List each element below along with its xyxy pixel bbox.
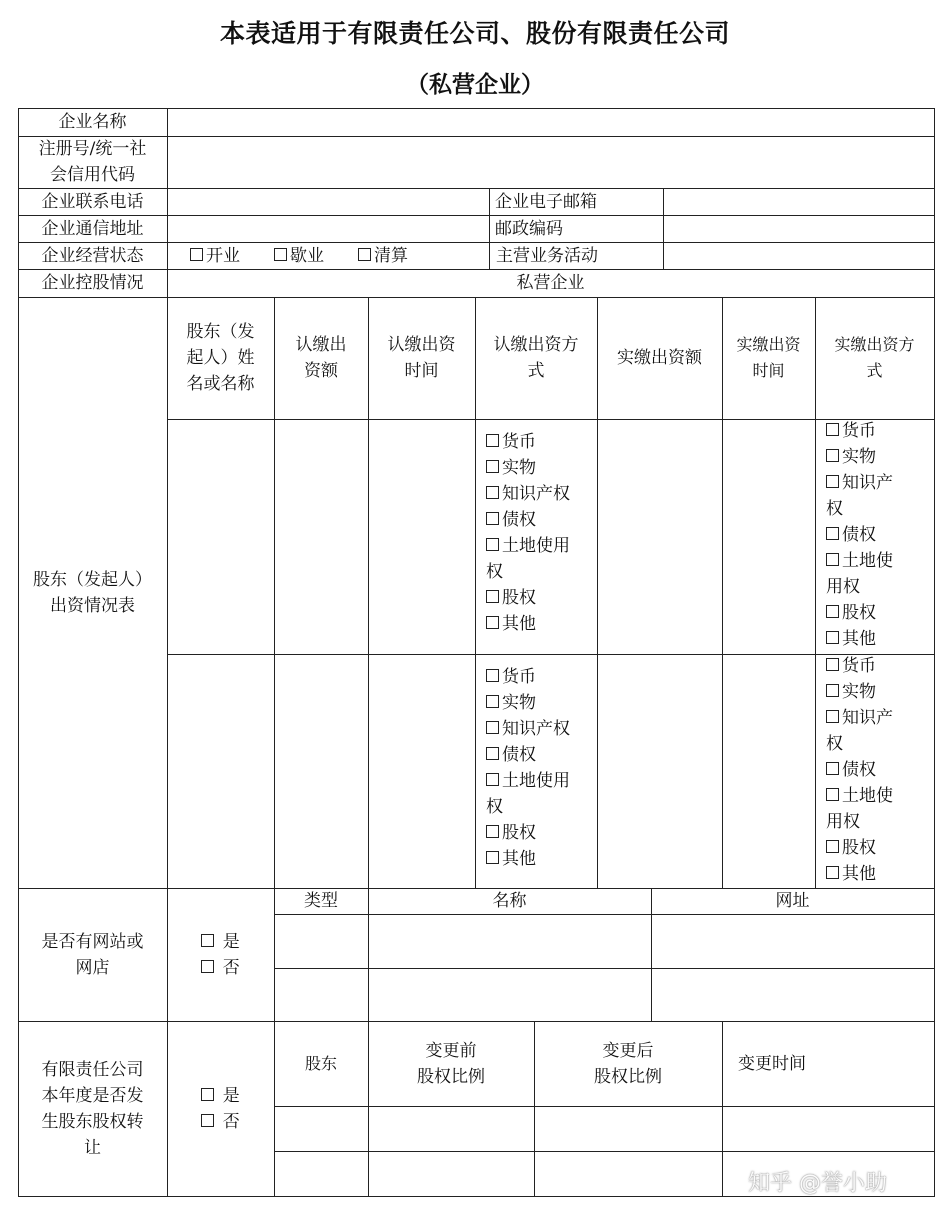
transfer-1-after-field[interactable] (535, 1107, 722, 1151)
checkbox-icon (486, 512, 499, 525)
transfer-2-after-field[interactable] (535, 1152, 722, 1196)
checkbox-icon (826, 710, 839, 723)
header-paid-amount: 实缴出资额 (617, 348, 702, 368)
checkbox-icon (826, 762, 839, 775)
website-header-name: 名称 (492, 891, 527, 911)
option-equity[interactable]: 股权 (826, 835, 936, 861)
registration-form-table (18, 108, 935, 1198)
phone-label: 企业联系电话 (41, 191, 144, 212)
option-land-use[interactable]: 土地使用 (486, 768, 596, 794)
status-option-open[interactable]: 开业 (190, 243, 240, 269)
website-1-type-field[interactable] (275, 915, 368, 968)
option-equity[interactable]: 股权 (826, 600, 936, 626)
shareholder-section-label (18, 297, 167, 888)
holding-label: 企业控股情况 (41, 273, 144, 293)
checkbox-icon (486, 590, 499, 603)
option-ip-cont: 权 (826, 499, 843, 519)
option-other[interactable]: 其他 (486, 611, 596, 637)
header-subscribed-method: 认缴出资方 式 (493, 335, 579, 381)
option-currency[interactable]: 货币 (826, 653, 936, 679)
option-land-use-cont: 用权 (826, 577, 860, 597)
checkbox-icon (486, 669, 499, 682)
shareholder-2-name-field[interactable] (168, 655, 274, 888)
shareholder-1-sub-amount-field[interactable] (275, 420, 368, 654)
checkbox-icon (486, 825, 499, 838)
shareholder-1-paid-time-field[interactable] (723, 420, 815, 654)
website-options (167, 888, 274, 1021)
checkbox-icon (826, 684, 839, 697)
shareholder-2-sub-time-field[interactable] (369, 655, 475, 888)
transfer-header-before: 变更前 股权比例 (417, 1040, 485, 1087)
option-goods[interactable]: 实物 (826, 444, 936, 470)
website-label: 是否有网站或 网店 (41, 931, 144, 978)
option-equity[interactable]: 股权 (486, 820, 596, 846)
website-header-type: 类型 (304, 891, 338, 911)
option-goods[interactable]: 实物 (486, 690, 596, 716)
checkbox-icon (201, 1088, 214, 1101)
website-1-name-field[interactable] (369, 915, 651, 968)
checkbox-icon (486, 460, 499, 473)
checkbox-icon (486, 747, 499, 760)
option-currency[interactable]: 货币 (486, 429, 596, 455)
status-label: 企业经营状态 (41, 245, 144, 266)
option-other[interactable]: 其他 (486, 846, 596, 872)
shareholder-1-paid-method-options (816, 418, 936, 652)
transfer-2-shareholder-field[interactable] (275, 1152, 368, 1196)
company-name-label: 企业名称 (58, 112, 127, 132)
option-land-use[interactable]: 土地使 (826, 548, 936, 574)
phone-field[interactable] (168, 189, 489, 215)
transfer-header-after: 变更后 股权比例 (594, 1040, 662, 1087)
option-land-use-cont: 权 (486, 797, 503, 817)
option-debt[interactable]: 债权 (826, 522, 936, 548)
document-subtitle: （私营企业） (406, 71, 544, 98)
checkbox-icon (826, 866, 839, 879)
website-2-url-field[interactable] (652, 969, 934, 1021)
status-option-liquidation[interactable]: 清算 (358, 243, 408, 269)
website-1-url-field[interactable] (652, 915, 934, 968)
checkbox-icon (274, 248, 287, 261)
reg-no-label-line1: 注册号/统一社 (38, 139, 147, 159)
checkbox-icon (486, 538, 499, 551)
shareholder-1-name-field[interactable] (168, 420, 274, 654)
checkbox-icon (826, 423, 839, 436)
shareholder-2-paid-time-field[interactable] (723, 655, 815, 888)
reg-no-label (18, 136, 167, 188)
shareholder-1-sub-method-options (476, 426, 596, 637)
transfer-option-no[interactable]: 否 (201, 1109, 239, 1135)
checkbox-icon (826, 658, 839, 671)
option-land-use[interactable]: 土地使用 (486, 533, 596, 559)
postcode-field[interactable] (664, 216, 934, 242)
transfer-1-shareholder-field[interactable] (275, 1107, 368, 1151)
header-subscribed-amount: 认缴出 资额 (295, 335, 347, 381)
website-option-no[interactable]: 否 (201, 955, 239, 981)
status-options (190, 242, 489, 269)
shareholder-2-sub-method-options (476, 661, 596, 872)
checkbox-icon (201, 1114, 214, 1127)
checkbox-icon (826, 527, 839, 540)
checkbox-icon (826, 449, 839, 462)
checkbox-icon (201, 960, 214, 973)
company-name-field[interactable] (168, 109, 934, 136)
option-ip[interactable]: 知识产 (826, 705, 936, 731)
watermark-text: 知乎 @誉小助 (748, 1171, 887, 1196)
website-2-name-field[interactable] (369, 969, 651, 1021)
grid-line (489, 188, 490, 270)
reg-no-label-line2: 会信用代码 (50, 165, 135, 185)
checkbox-icon (358, 248, 371, 261)
option-land-use[interactable]: 土地使 (826, 783, 936, 809)
header-shareholder-name: 股东（发 起人）姓 名或名称 (186, 322, 255, 394)
option-other[interactable]: 其他 (826, 861, 936, 887)
document-title: 本表适用于有限责任公司、股份有限责任公司 (219, 19, 730, 48)
holding-value: 私营企业 (516, 273, 585, 293)
option-ip[interactable]: 知识产权 (486, 716, 596, 742)
option-debt[interactable]: 债权 (826, 757, 936, 783)
checkbox-icon (486, 851, 499, 864)
checkbox-icon (486, 695, 499, 708)
transfer-header-shareholder: 股东 (304, 1053, 337, 1073)
option-debt[interactable]: 债权 (486, 507, 596, 533)
website-2-type-field[interactable] (275, 969, 368, 1021)
option-currency[interactable]: 货币 (486, 664, 596, 690)
website-header-url: 网址 (775, 891, 810, 911)
email-field[interactable] (664, 189, 934, 215)
checkbox-icon (486, 434, 499, 447)
transfer-2-before-field[interactable] (369, 1152, 534, 1196)
checkbox-icon (486, 721, 499, 734)
option-goods[interactable]: 实物 (486, 455, 596, 481)
checkbox-icon (826, 605, 839, 618)
shareholder-1-sub-time-field[interactable] (369, 420, 475, 654)
option-other[interactable]: 其他 (826, 626, 936, 652)
checkbox-icon (486, 486, 499, 499)
shareholder-2-sub-amount-field[interactable] (275, 655, 368, 888)
option-currency[interactable]: 货币 (826, 418, 936, 444)
option-debt[interactable]: 债权 (486, 742, 596, 768)
checkbox-icon (486, 773, 499, 786)
shareholder-section-label-line1: 股东（发起人） (33, 569, 152, 590)
option-equity[interactable]: 股权 (486, 585, 596, 611)
header-subscribed-time: 认缴出资 时间 (387, 335, 456, 381)
reg-no-field[interactable] (168, 137, 934, 188)
transfer-option-yes[interactable]: 是 (201, 1083, 239, 1109)
address-label: 企业通信地址 (41, 218, 144, 239)
main-business-label: 主营业务活动 (496, 245, 598, 266)
checkbox-icon (201, 934, 214, 947)
main-business-field[interactable] (664, 243, 934, 269)
checkbox-icon (826, 788, 839, 801)
checkbox-icon (826, 840, 839, 853)
option-ip[interactable]: 知识产权 (486, 481, 596, 507)
option-goods[interactable]: 实物 (826, 679, 936, 705)
postcode-label: 邮政编码 (495, 218, 563, 239)
checkbox-icon (826, 475, 839, 488)
status-option-suspended[interactable]: 歇业 (274, 243, 324, 269)
shareholder-2-paid-amount-field[interactable] (598, 655, 722, 888)
checkbox-icon (190, 248, 203, 261)
option-ip-cont: 权 (826, 734, 843, 754)
transfer-label: 有限责任公司 本年度是否发 生股东股权转 让 (41, 1059, 144, 1158)
transfer-1-before-field[interactable] (369, 1107, 534, 1151)
transfer-options (167, 1021, 274, 1196)
email-label: 企业电子邮箱 (495, 191, 597, 212)
shareholder-2-paid-method-options (816, 653, 936, 887)
checkbox-icon (826, 553, 839, 566)
checkbox-icon (826, 631, 839, 644)
option-land-use-cont: 用权 (826, 812, 860, 832)
transfer-header-time: 变更时间 (738, 1053, 806, 1074)
option-land-use-cont: 权 (486, 562, 503, 582)
address-field[interactable] (168, 216, 489, 242)
shareholder-section-label-line2: 出资情况表 (50, 595, 135, 616)
transfer-1-time-field[interactable] (723, 1107, 934, 1151)
checkbox-icon (486, 616, 499, 629)
option-ip[interactable]: 知识产 (826, 470, 936, 496)
header-paid-method: 实缴出资方 式 (834, 335, 915, 380)
website-option-yes[interactable]: 是 (201, 929, 239, 955)
header-paid-time: 实缴出资 时间 (736, 335, 801, 380)
shareholder-1-paid-amount-field[interactable] (598, 420, 722, 654)
